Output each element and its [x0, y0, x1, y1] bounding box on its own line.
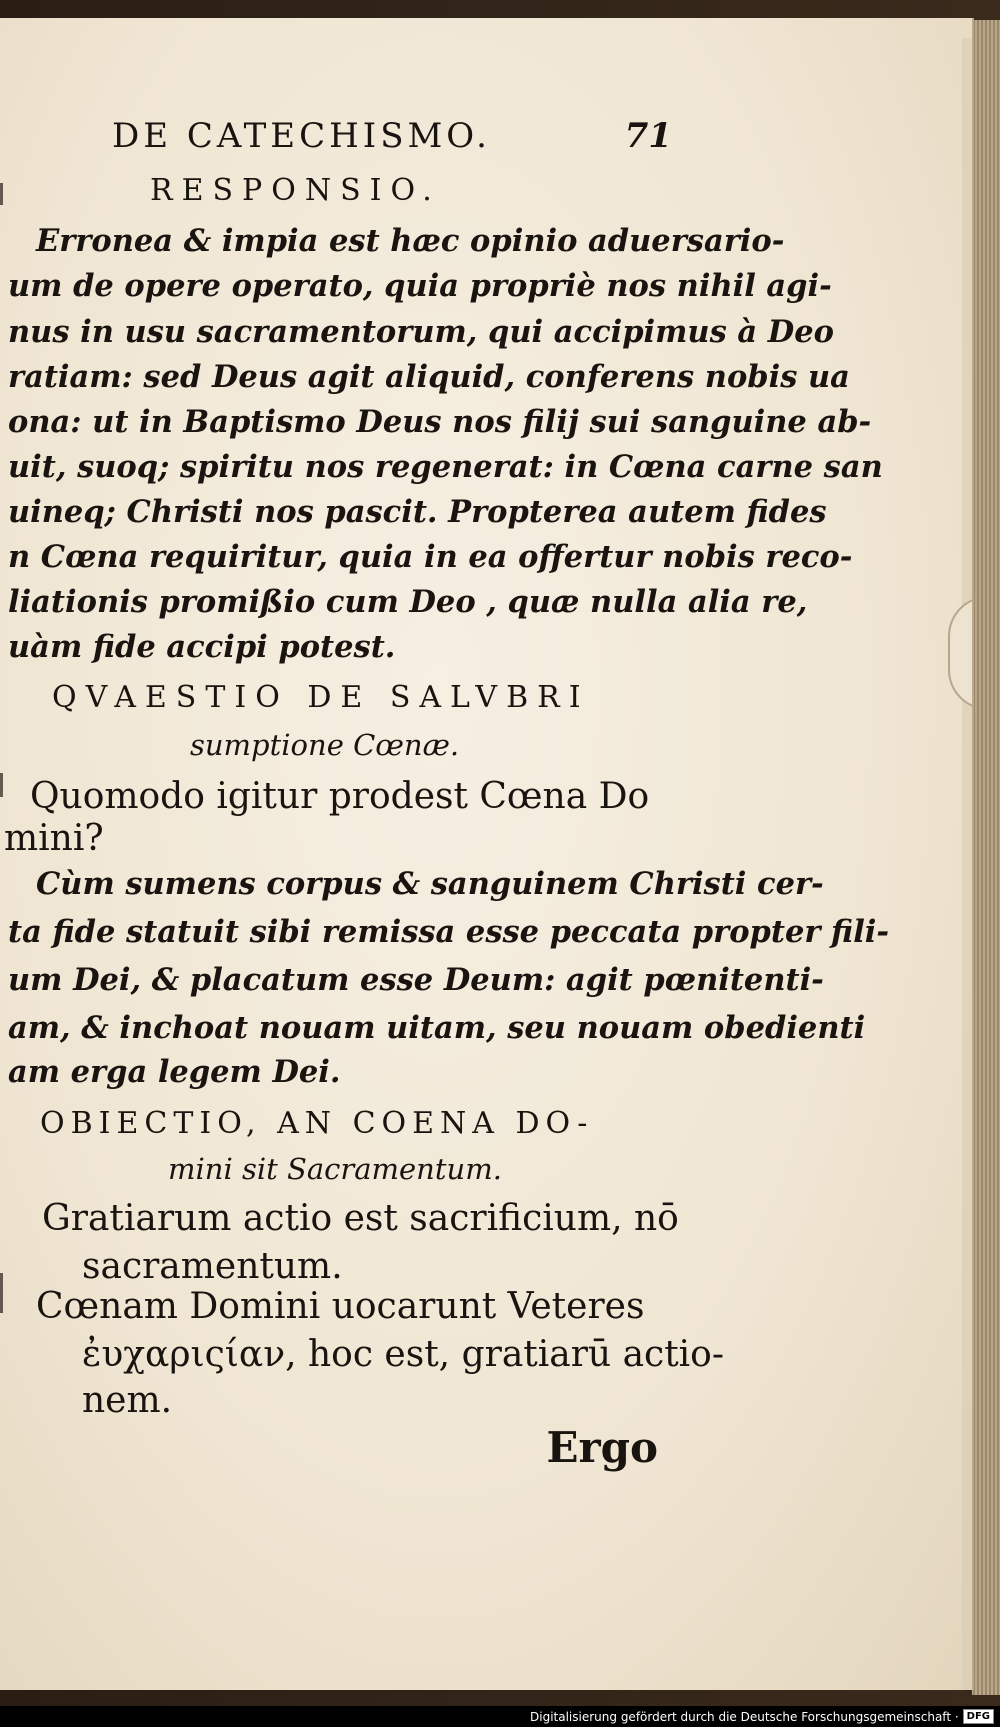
- question-heading-sub: sumptione Cœnæ.: [190, 728, 460, 762]
- argument-line: Cœnam Domini uocarunt Veteres: [36, 1286, 645, 1327]
- text-line: Erronea & impia est hæc opinio aduersario-: [36, 223, 785, 259]
- text-line: am, & inchoat nouam uitam, seu nouam obedienti: [8, 1010, 866, 1046]
- argument-line: nem.: [82, 1380, 173, 1421]
- objection-heading-sub: mini sit Sacramentum.: [168, 1152, 502, 1186]
- argument-line: Gratiarum actio est sacrificium, nō: [42, 1198, 679, 1239]
- section-heading: RESPONSIO.: [150, 173, 441, 208]
- text-line: nus in usu sacramentorum, qui accipimus à Deo: [8, 314, 834, 350]
- digitization-footer: [0, 1706, 1000, 1727]
- text-line: uit, suoq; spiritu nos regenerat: in Cœna carne san: [8, 449, 883, 485]
- text-line: um Dei, & placatum esse Deum: agit pœnitenti-: [8, 962, 824, 998]
- text-line: n Cœna requiritur, quia in ea offertur nobis reco-: [8, 539, 853, 575]
- page-number: 71: [624, 116, 672, 156]
- text-line: liationis promißio cum Deo , quæ nulla alia re,: [8, 584, 808, 620]
- objection-heading: OBIECTIO, AN COENA DO-: [40, 1106, 594, 1141]
- question-text: mini?: [4, 818, 104, 859]
- footer-credit: Digitalisierung gefördert durch die Deutsche Forschungsgemeinschaft ·: [530, 1709, 959, 1724]
- inner-page-edge: [962, 38, 972, 1690]
- argument-line: sacramentum.: [82, 1246, 343, 1287]
- text-line: uineq; Christi nos pascit. Propterea autem fides: [8, 494, 827, 530]
- question-text: Quomodo igitur prodest Cœna Do: [30, 776, 650, 817]
- gutter-mark: [0, 183, 3, 205]
- dfg-logo: DFG: [963, 1709, 994, 1724]
- text-line: am erga legem Dei.: [8, 1054, 341, 1090]
- book-page: [0, 18, 974, 1690]
- page-edges: [972, 20, 1000, 1695]
- running-head: [112, 116, 672, 156]
- text-line: uàm fide accipi potest.: [8, 629, 396, 665]
- text-line: ta fide statuit sibi remissa esse peccata propter fili-: [8, 914, 890, 950]
- running-title: DE CATECHISMO.: [112, 116, 491, 156]
- text-line: ratiam: sed Deus agit aliquid, conferens nobis ua: [8, 359, 850, 395]
- gutter-mark: [0, 773, 3, 797]
- text-line: Cùm sumens corpus & sanguinem Christi cer-: [36, 866, 824, 902]
- text-line: ona: ut in Baptismo Deus nos filij sui sanguine ab-: [8, 404, 872, 440]
- thumb-tab: [948, 596, 974, 710]
- gutter-mark: [0, 1273, 3, 1313]
- text-line: um de opere operato, quia propriè nos nihil agi-: [8, 268, 832, 304]
- catchword: Ergo: [546, 1423, 658, 1472]
- question-heading: QVAESTIO DE SALVBRI: [52, 680, 590, 715]
- argument-line: ἐυχαριςίαν, hoc est, gratiarū actio-: [82, 1334, 725, 1375]
